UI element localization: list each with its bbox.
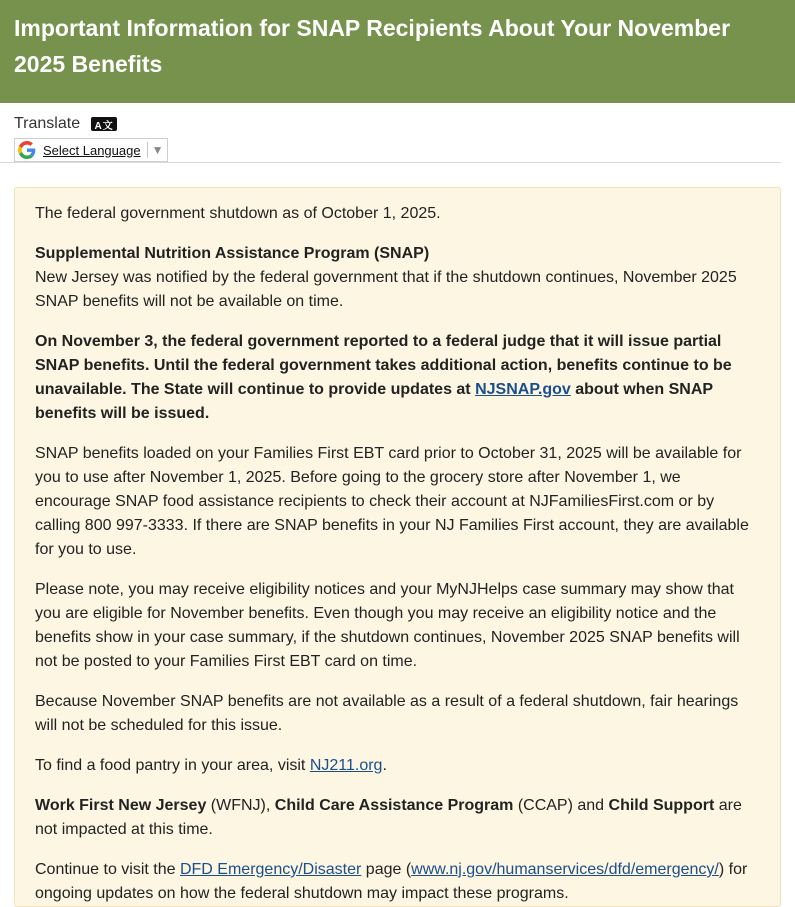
snap-heading: Supplemental Nutrition Assistance Program (SNAP) — [35, 245, 430, 262]
continue-text: Continue to visit the — [35, 861, 180, 878]
ccap-abbr: (CCAP) and — [513, 797, 609, 814]
google-icon — [18, 141, 36, 159]
programs-paragraph — [35, 794, 760, 842]
shutdown-statement: The federal government shutdown as of October 1, 2025. — [35, 205, 441, 222]
chevron-down-icon[interactable]: ▼ — [151, 143, 164, 157]
continue-end: ) for ongoing updates on how the federal shutdown may impact these programs. — [35, 861, 748, 902]
nj211-link[interactable]: NJ211.org — [309, 757, 383, 774]
programs-end: are not impacted at this time. — [35, 797, 742, 838]
update-text-1: On November 3, the federal government reported to a federal judge that it will issue partial SNAP benefits. Until the federal government takes additional action, benefits continue to be unavailable. The State will continue to provide updates at — [35, 333, 732, 398]
continue-paragraph — [35, 858, 760, 906]
select-divider — [147, 142, 148, 158]
select-language-label[interactable]: Select Language — [43, 142, 141, 158]
snap-text: New Jersey was notified by the federal government that if the shutdown continues, November 2025 SNAP benefits will not be available on time. — [35, 269, 737, 310]
notice-box — [14, 187, 781, 907]
page-title: Important Information for SNAP Recipients About Your November 2025 Benefits — [14, 15, 731, 77]
fair-hearings-paragraph: Because November SNAP benefits are not available as a result of a federal shutdown, fair hearings will not be scheduled for this issue. — [35, 693, 739, 734]
njsnap-link[interactable]: NJSNAP.gov — [475, 381, 571, 398]
pantry-end: . — [382, 757, 387, 774]
page-banner — [0, 0, 795, 103]
dfd-url-link[interactable]: www.nj.gov/humanservices/dfd/emergency/ — [411, 861, 719, 878]
child-support-label: Child Support — [608, 797, 715, 814]
continue-mid: page ( — [361, 861, 412, 878]
language-select[interactable] — [14, 138, 168, 162]
translate-row — [14, 114, 767, 134]
pantry-text: To find a food pantry in your area, visit — [35, 757, 310, 774]
translate-widget — [0, 103, 781, 163]
wfnj-label: Work First New Jersey — [35, 797, 207, 814]
dfd-emergency-link[interactable]: DFD Emergency/Disaster — [179, 861, 362, 878]
food-pantry-paragraph — [35, 754, 760, 778]
translate-label: Translate — [14, 115, 81, 132]
translate-icon: A文 — [91, 117, 117, 131]
ebt-paragraph: SNAP benefits loaded on your Families First EBT card prior to October 31, 2025 will be available for you to use after November 1, 2025. Before going to the grocery store after November 1, we encourage SNAP food assistance recipients to check their account at NJFamiliesFirst.com or by calling 800 997-3333. If there are SNAP benefits in your NJ Families First account, they are available for you to use. — [35, 445, 749, 558]
snap-section — [35, 242, 760, 314]
eligibility-notices-paragraph: Please note, you may receive eligibility notices and your MyNJHelps case summary may show that you are eligible for November benefits. Even though you may receive an eligibility notice and the benefits show in your case summary, if the shutdown continues, November 2025 SNAP benefits will not be posted to your Families First EBT card on time. — [35, 581, 740, 670]
wfnj-abbr: (WFNJ), — [206, 797, 275, 814]
ccap-label: Child Care Assistance Program — [274, 797, 514, 814]
update-text-2: about when SNAP benefits will be issued. — [35, 381, 713, 422]
update-paragraph — [35, 330, 760, 426]
